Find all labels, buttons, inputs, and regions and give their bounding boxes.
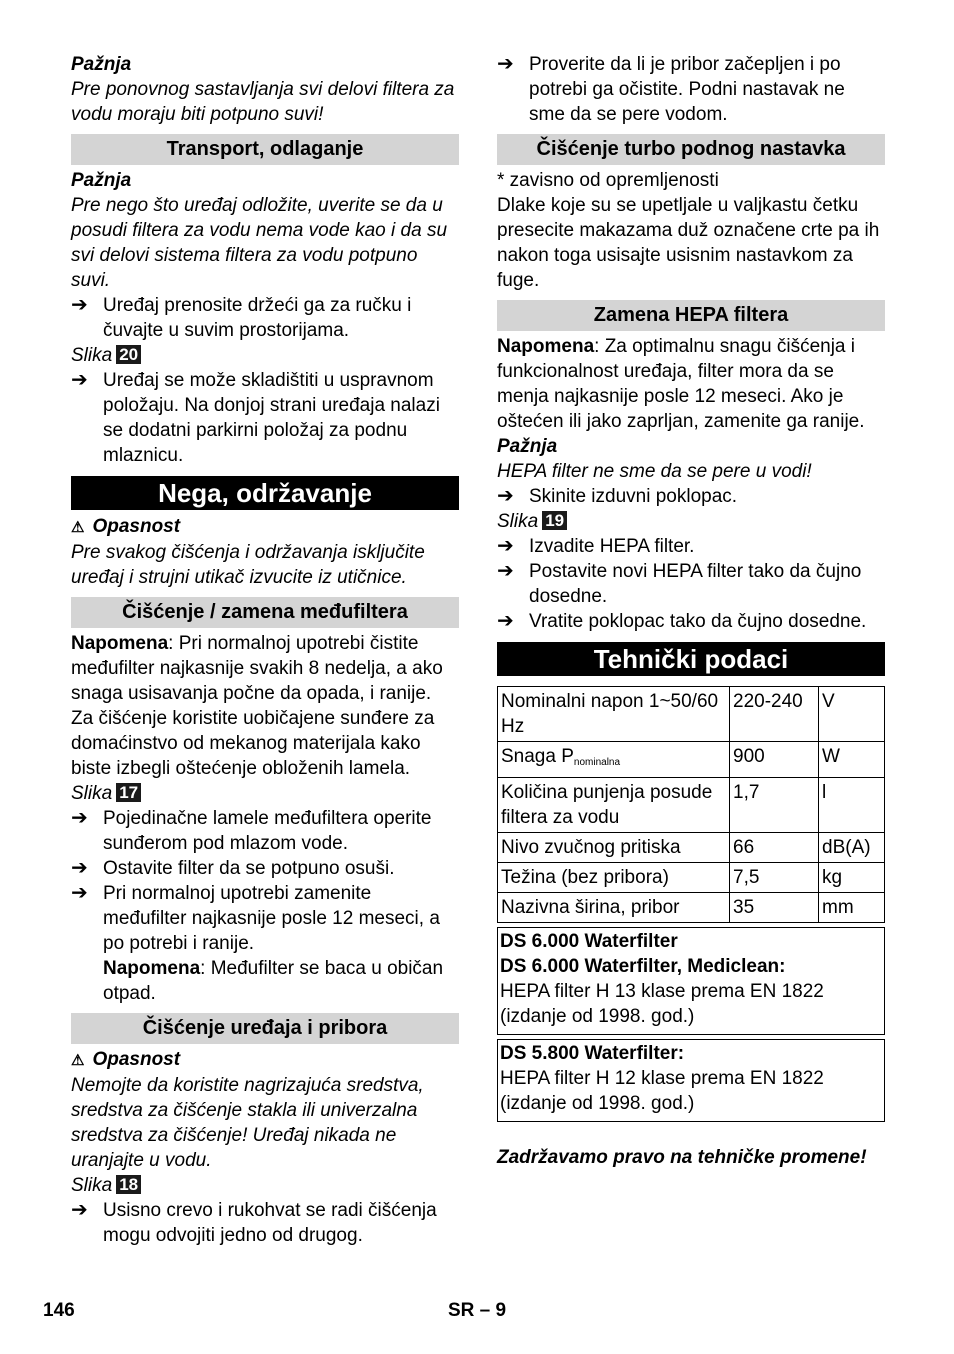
figure-reference [71,781,459,806]
note-text: : Za optimalnu snagu čišćenja i funkcionalnost uređaja, filter mora da se menja najkasnije posle 12 meseci. Ako je oštećen ili jako zaprljan, zamenite ga ranije. [497,336,865,432]
bullet-text: Izvadite HEPA filter. [529,536,695,557]
right-column [497,52,885,1170]
table-cell-label: Količina punjenja posude filtera za vodu [498,778,730,833]
section-heading-device-cleaning: Čišćenje uređaja i pribora [71,1013,459,1044]
bullet-text: Usisno crevo i rukohvat se radi čišćenja mogu odvojiti jedno od drugog. [103,1200,437,1246]
table-row [498,863,885,893]
model-name: DS 5.800 Waterfilter: [500,1043,685,1064]
bullet-text: Ostavite filter da se potpuno osuši. [103,858,395,879]
section-heading-hepa: Zamena HEPA filtera [497,300,885,331]
section-heading-turbo: Čišćenje turbo podnog nastavka [497,134,885,165]
body-text: Za čišćenje koristite uobičajene sunđere za domaćinstvo od mekanog materijala kako biste izbegli oštećenje obloženih lamela. [71,708,435,779]
table-cell-label: Težina (bez pribora) [498,863,730,893]
note-label: Napomena [497,336,595,357]
bullet-item [71,293,459,343]
model-name: DS 6.000 Waterfilter, Mediclean: [500,956,786,977]
table-cell-unit: l [819,778,885,833]
table-row [498,778,885,833]
table-cell-value: 66 [730,833,819,863]
table-cell-value: 7,5 [730,863,819,893]
arrow-icon: ➔ [497,610,514,632]
bullet-text: Uređaj prenosite držeći ga za ručku i čuvajte u suvim prostorijama. [103,295,412,341]
figure-number-badge: 18 [116,1175,141,1194]
table-row [498,687,885,742]
arrow-icon: ➔ [497,535,514,557]
table-cell-value: 220-240 [730,687,819,742]
caution-text: HEPA filter ne sme da se pere u vodi! [497,461,812,482]
table-cell-label: Nivo zvučnog pritiska [498,833,730,863]
table-row [498,742,885,778]
arrow-icon: ➔ [497,485,514,507]
figure-reference [71,343,459,368]
model-name: DS 6.000 Waterfilter [500,931,678,952]
hepa-spec-box [497,927,885,1035]
bullet-text: Proverite da li je pribor začepljen i po potrebi ga očistite. Podni nastavak ne sme da se pere vodom. [529,54,845,125]
bullet-item [71,806,459,856]
table-cell-value: 1,7 [730,778,819,833]
note-text: : Pri normalnoj upotrebi čistite međufilter najkasnije svakih 8 nedelja, a ako snaga usisavanja počne da opada, i ranije. [71,633,443,704]
table-cell-unit: V [819,687,885,742]
danger-title: Opasnost [92,1049,181,1070]
danger-title: Opasnost [92,516,181,537]
spec-text: HEPA filter H 12 klase prema EN 1822 (izdanje od 1998. god.) [500,1068,824,1114]
table-cell-label [498,742,730,778]
bullet-item [497,534,885,559]
bullet-text: Skinite izduvni poklopac. [529,486,738,507]
section-heading-interfilter: Čišćenje / zamena međufiltera [71,597,459,628]
arrow-icon: ➔ [71,369,88,391]
table-cell-value: 900 [730,742,819,778]
hepa-spec-box [497,1039,885,1122]
bullet-item [71,368,459,468]
figure-reference [497,509,885,534]
bullet-item [497,559,885,609]
section-heading-transport: Transport, odlaganje [71,134,459,165]
danger-title-line [71,514,459,540]
warning-icon: ⚠ [71,1052,85,1069]
table-row [498,893,885,923]
spec-text: HEPA filter H 13 klase prema EN 1822 (izdanje od 1998. god.) [500,981,824,1027]
label-text: Snaga P [501,746,574,767]
table-cell-value: 35 [730,893,819,923]
left-column [71,52,459,1248]
arrow-icon: ➔ [71,1199,88,1221]
figure-reference [71,1173,459,1198]
bullet-item [71,856,459,881]
table-cell-unit: dB(A) [819,833,885,863]
bullet-item [497,52,885,127]
note-text: : Međufilter se baca u običan otpad. [103,958,444,1004]
danger-text: Nemojte da koristite nagrizajuća sredstva, sredstva za čišćenje stakla ili univerzalna sredstva za čišćenje! Uređaj nikada ne uranjajte u vodu. [71,1075,424,1171]
bullet-text: Pojedinačne lamele međufiltera operite sunđerom pod mlazom vode. [103,808,432,854]
main-heading-tech: Tehnički podaci [497,642,885,676]
table-cell-label: Nazivna širina, pribor [498,893,730,923]
figure-label: Slika [71,783,113,804]
arrow-icon: ➔ [71,807,88,829]
danger-title-line [71,1047,459,1073]
figure-number-badge: 19 [542,511,567,530]
figure-label: Slika [497,511,539,532]
tech-data-table [497,686,885,923]
figure-number-badge: 20 [116,345,141,364]
label-subscript: nominalna [573,757,621,768]
caution-title: Pažnja [497,436,558,457]
bullet-item [71,1198,459,1248]
bullet-item [497,609,885,634]
caution-title: Pažnja [71,54,132,75]
body-text: Dlake koje su se upetljale u valjkastu četku presecite makazama duž označene crte pa ih nakon toga usisajte usisnim nastavkom za fuge. [497,195,880,291]
caution-text: Pre ponovnog sastavljanja svi delovi filtera za vodu moraju biti potpuno suvi! [71,79,455,125]
bullet-text: Pri normalnoj upotrebi zamenite međufilter najkasnije posle 12 meseci, a po potrebi i ranije. [103,883,440,954]
table-cell-unit: W [819,742,885,778]
table-row [498,833,885,863]
arrow-icon: ➔ [497,560,514,582]
table-cell-unit: kg [819,863,885,893]
figure-number-badge: 17 [116,783,141,802]
arrow-icon: ➔ [497,53,514,75]
option-note: * zavisno od opremljenosti [497,170,719,191]
table-cell-label: Nominalni napon 1~50/60 Hz [498,687,730,742]
arrow-icon: ➔ [71,857,88,879]
warning-icon: ⚠ [71,519,85,536]
note-label: Napomena [103,958,201,979]
note-paragraph [71,631,459,706]
page-number: 146 [43,1300,75,1321]
arrow-icon: ➔ [71,882,88,904]
arrow-icon: ➔ [71,294,88,316]
bullet-text: Uređaj se može skladištiti u uspravnom položaju. Na donjoj strani uređaja nalazi se dodatni parkirni položaj za podnu mlaznicu. [103,370,440,466]
note-label: Napomena [71,633,169,654]
bullet-item [71,881,459,1006]
page-label: SR – 9 [448,1300,507,1321]
bullet-text: Postavite novi HEPA filter tako da čujno dosedne. [529,561,862,607]
caution-text: Pre nego što uređaj odložite, uverite se da u posudi filtera za vodu nema vode kao i da su svi delovi sistema filtera za vodu potpuno suvi. [71,195,448,291]
bullet-item [497,484,885,509]
danger-text: Pre svakog čišćenja i održavanja isključite uređaj i strujni utikač izvucite iz utičnice. [71,542,425,588]
figure-label: Slika [71,1175,113,1196]
figure-label: Slika [71,345,113,366]
note-paragraph [497,334,885,434]
caution-title: Pažnja [71,170,132,191]
main-heading-care: Nega, održavanje [71,476,459,510]
bullet-text: Vratite poklopac tako da čujno dosedne. [529,611,867,632]
reserve-notice: Zadržavamo pravo na tehničke promene! [497,1147,867,1168]
table-cell-unit: mm [819,893,885,923]
